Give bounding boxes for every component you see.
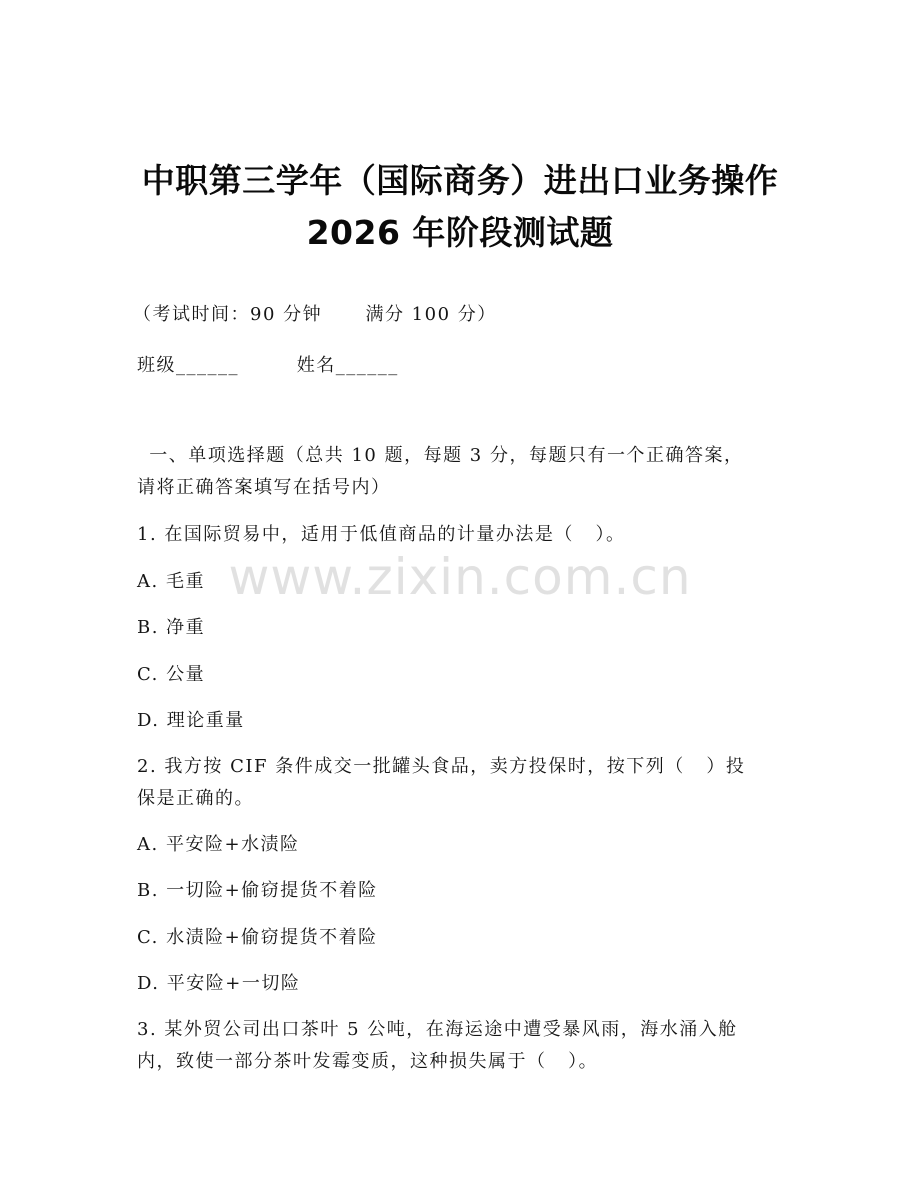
question-2-option-c: C. 水渍险+偷窃提货不着险 [137, 927, 378, 948]
section1-header-line1: 一、单项选择题（总共 10 题，每题 3 分，每题只有一个正确答案， [142, 445, 744, 466]
question-1-option-b: B. 净重 [137, 617, 206, 638]
exam-info: （考试时间：90 分钟 满分 100 分） [133, 304, 497, 325]
question-1-option-c: C. 公量 [137, 664, 206, 685]
question-2-option-a: A. 平安险+水渍险 [137, 834, 300, 855]
question-1-option-a: A. 毛重 [137, 571, 205, 592]
question-2-option-b: B. 一切险+偷窃提货不着险 [137, 880, 378, 901]
question-1-stem: 1. 在国际贸易中，适用于低值商品的计量办法是（ ）。 [137, 524, 626, 545]
question-2-option-d: D. 平安险+一切险 [137, 973, 301, 994]
exam-title-line1: 中职第三学年（国际商务）进出口业务操作 [141, 161, 779, 200]
class-name-fields: 班级______ 姓名______ [137, 355, 399, 376]
question-2-stem-line2: 保是正确的。 [137, 788, 254, 809]
question-1-option-d: D. 理论重量 [137, 710, 245, 731]
question-2-stem-line1: 2. 我方按 CIF 条件成交一批罐头食品，卖方投保时，按下列（ ）投 [137, 756, 746, 777]
watermark: www.zixin.com.cn [228, 548, 692, 606]
section1-header-line2: 请将正确答案填写在括号内） [137, 477, 391, 498]
question-3-stem-line2: 内，致使一部分茶叶发霉变质，这种损失属于（ ）。 [137, 1051, 599, 1072]
exam-title-line2: 2026 年阶段测试题 [306, 213, 614, 252]
question-3-stem-line1: 3. 某外贸公司出口茶叶 5 公吨，在海运途中遭受暴风雨，海水涌入舱 [137, 1019, 738, 1040]
